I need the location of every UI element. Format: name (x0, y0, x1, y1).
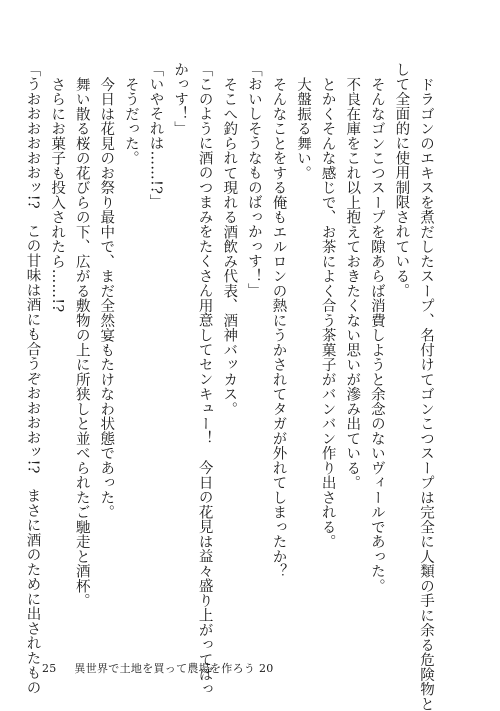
book-title: 異世界で土地を買って農場を作ろう 20 (74, 662, 274, 675)
text-line: 舞い散る桜の花びらの下、広がる敷物の上に所狭しと並べられたご馳走と酒杯。 (73, 76, 90, 608)
text-line: そこへ釣られて現れる酒飲み代表、酒神バッカス。 (221, 76, 238, 416)
text-line: 大盤振る舞い。 (295, 76, 312, 180)
page-number: 25 (42, 662, 57, 675)
text-line: 「おいしそうなものばっかっす！」 (245, 62, 262, 298)
text-line: して全面的に使用制限されている。 (393, 62, 410, 298)
text-line: そうだった。 (122, 76, 139, 165)
text-line: ドラゴンのエキスを煮だしたスープ、名付けてゴンこつスープは完全に人類の手に余る危険物と (418, 76, 434, 711)
text-line: 不良在庫をこれ以上抱えておきたくない思いが滲み出ている。 (344, 76, 361, 490)
text-line: そんなことをする俺もエルロンの熱にうかされてタガが外れてしまったか？ (270, 76, 287, 578)
text-line: 「うおおおおおおッ!? この甘味は酒にも合うぞおおおおッ!? まさに酒のために出されたもの (24, 62, 41, 695)
text-line: 「いやそれは……!?」 (147, 62, 164, 209)
text-line: さらにお菓子も投入されたら……!? (49, 76, 66, 312)
text-line: とかくそんな感じで、お茶によく合う茶菓子がバンバン作り出される。 (319, 76, 336, 549)
text-line: かっす！」 (172, 62, 189, 136)
page-footer (42, 660, 274, 676)
text-line: 今日は花見のお祭り最中で、まだ全然宴もたけなわ状態であった。 (98, 76, 115, 519)
text-line: 「このように酒のつまみをたくさん用意してセンキュー！ 今日の花見は益々盛り上がってばっ (196, 62, 213, 697)
text-line: そんなゴンこつスープを隙あらば消費しようと余念のないヴィールであった。 (368, 76, 385, 593)
